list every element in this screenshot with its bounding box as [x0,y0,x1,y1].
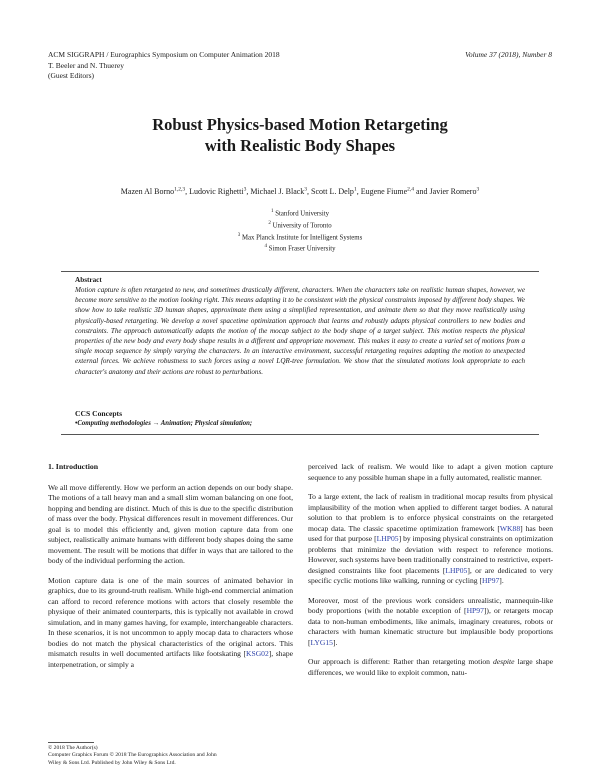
author: Javier Romero$^3$ [429,186,480,196]
citation-link[interactable]: LHP05 [445,565,468,575]
paragraph: Our approach is different: Rather than retargeting motion despite large shape differences, we would like to exploit common, natu- [308,657,553,677]
citation-link[interactable]: LHP05 [376,534,399,543]
paragraph: Moreover, most of the previous work considers unrealistic, mannequin-like body proportions (with the notable exception of [HP97]), or retargets mocap data to non-human embodiments, like animals, imaginary creatures, robots or characters with human kinematic structure but implausible body proportions [LYG15]. [308,595,553,647]
author: Eugene Fiume$^{2,4}$ and [360,186,430,196]
citation-link[interactable]: KSG02 [245,649,269,658]
author-list [0,186,600,196]
title-line-1: Robust Physics-based Motion Retargeting [152,115,448,134]
author: Scott L. Delp$^1$, [311,186,361,196]
ccs-concepts: •Computing methodologies → Animation; Physical simulation; [75,420,253,427]
left-column [48,462,293,679]
affiliation-list [0,207,600,254]
author: Michael J. Black$^3$, [250,186,312,196]
copyright-line: Computer Graphics Forum © 2018 The Eurographics Association and John [48,752,217,759]
citation-link[interactable]: WK88 [499,523,521,533]
right-column [308,462,553,687]
affiliation: $^2$ University of Toronto [268,220,332,230]
citation-link[interactable]: LYG15 [310,637,333,647]
abstract-heading: Abstract [75,276,102,284]
footer-rule [48,742,94,743]
title-line-2: with Realistic Body Shapes [204,136,396,155]
paper-title [0,114,600,156]
venue-line: ACM SIGGRAPH / Eurographics Symposium on Computer Animation 2018 [48,50,280,59]
affiliation: $^1$ Stanford University [270,209,329,218]
abstract-text: Motion capture is often retargeted to new, and sometimes drastically different, characters. When the characters take on realistic human shapes, however, we become more sensitive to the motion looking right. This means adapting it to be consistent with the physical constraints imposed by different body shapes. We show how to take realistic 3D human shapes, approximate them using a simplified representation, and animate them so that they move realistically using physically-based retargeting. We develop a novel spacetime optimization approach that learns and robustly adapts physical controllers to new bodies and constraints. The approach automatically adapts the motion of the mocap subject to the body shape of a target subject. This motion respects the physical properties of the new body and every body shape results in a different and appropriate movement. This makes it easy to create a varied set of motions from a single mocap sequence by simply varying the characters. In an interactive environment, successful retargeting requires adapting the motion to unexpected external forces. We achieve robustness to such forces using a novel LQR-tree formulation. We show that the simulated motions look appropriate to each character's anatomy and their actions are robust to perturbations. [75,286,525,376]
paragraph: perceived lack of realism. We would like to adapt a given motion capture sequence to any possible human shape in a fully automated, realistic manner. [308,462,553,482]
copyright-line: Wiley & Sons Ltd. Published by John Wiley & Sons Ltd. [48,759,176,766]
section-heading-introduction: 1. Introduction [48,462,99,471]
paragraph: Motion capture data is one of the main sources of animated behavior in graphics, due to its ground-truth realism. While high-end commercial animation can afford to record reference motions with actors that closely resemble the physique of their animated counterparts, this is typically not available in crowd simulation, and in many games having, for example, interchangeable characters. In these scenarios, it is not uncommon to apply mocap data to characters whose bodies do not match the physical characteristics of the original actors. This mismatch results in well documented artifacts like footskating [KSG02], shape interpenetration, or simply a [48,575,293,669]
editors-line: T. Beeler and N. Thuerey [48,60,124,70]
guest-editors-line: (Guest Editors) [48,71,95,80]
copyright-footer [48,745,217,767]
paragraph: We all move differently. How we perform an action depends on our body shape. The motions of a tall heavy man and a small slim woman balancing on one foot, hopping and bending are distinct. Much of this is due to the specific distribution of mass over the body. Physical differences result in movement differences. Our goal is to model this efficiently and, given motion capture data from one subject, realistically animate humans with different body shapes doing the same movement. The result will be motions that differ in ways that are tailored to the body of the individual performing the action. [48,482,293,565]
affiliation: $^3$ Max Planck Institute for Intelligent Systems [237,232,363,241]
paragraph: To a large extent, the lack of realism in traditional mocap results from physical implausibility of the motion when applied to different target bodies. A natural solution to that problem is to enforce physical constraints on the retargeted mocap data. The classic spacetime optimization framework [WK88] has been used for that purpose [LHP05] by imposing physical constraints on optimization problems that minimize the deviation with respect to reference motions. However, such systems have been traditionally constrained to restrictive, expert-designed constraints like foot placements [LHP05], or are dedicated to very specific cyclic motions like walking, running or cycling [HP97]. [308,492,554,585]
author: Ludovic Righetti$^3$, [189,186,251,196]
ccs-heading: CCS Concepts [75,409,123,418]
affiliation: $^4$ Simon Fraser University [264,244,336,253]
author: Mazen Al Borno$^{1,2,3}$, [120,186,190,196]
abstract-top-rule [61,271,539,272]
copyright-line: © 2018 The Author(s) [48,745,98,751]
citation-link[interactable]: HP97 [466,606,484,615]
citation-link[interactable]: HP97 [481,576,500,585]
venue-header [48,50,280,82]
volume-info: Volume 37 (2018), Number 8 [465,50,552,59]
abstract-bottom-rule [61,434,539,435]
